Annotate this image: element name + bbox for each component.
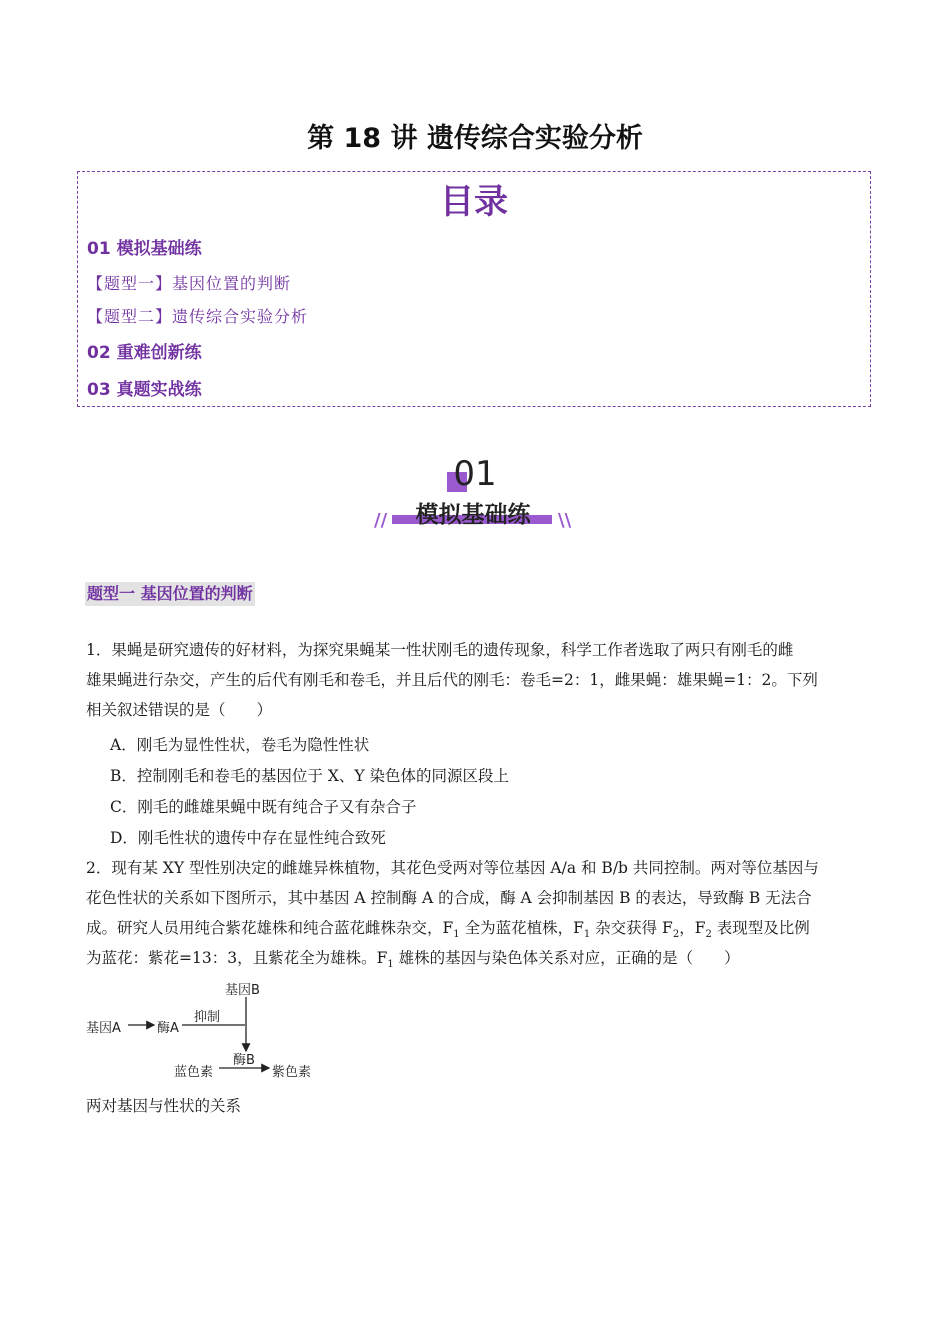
q1-option-d[interactable]: D．刚毛性状的遗传中存在显性纯合致死 <box>110 829 386 847</box>
right-slash-mark: \\ <box>558 510 572 531</box>
q1-option-c[interactable]: C．刚毛的雌雄果蝇中既有纯合子又有杂合子 <box>110 798 417 816</box>
table-of-contents <box>77 171 871 407</box>
diagram-caption: 两对基因与性状的关系 <box>86 1097 242 1115</box>
section-number: 01 <box>453 454 497 494</box>
toc-item-section-2[interactable]: 02 重难创新练 <box>87 343 202 363</box>
q2-line-1: 2．现有某 XY 型性别决定的雌雄异株植物，其花色受两对等位基因 A/a 和 B/b 共同控制。两对等位基因与 <box>86 859 819 877</box>
page-title: 第 18 讲 遗传综合实验分析 <box>307 123 643 154</box>
q2-line-3: 成。研究人员用纯合紫花雄株和纯合蓝花雌株杂交，$F_1$ 全为蓝花植株，$F_1$ 杂交获得 $F_2$，$F_2$ 表现型及比例 <box>86 919 810 941</box>
label-purple-pigment: 紫色素 <box>272 1065 312 1080</box>
label-enzyme-b: 酶B <box>233 1053 255 1068</box>
q2-line-4: 为蓝花：紫花=13：3，且紫花全为雄株。$F_1$ 雄株的基因与染色体关系对应，正确的是（ ） <box>86 949 740 971</box>
label-blue-pigment: 蓝色素 <box>174 1065 214 1080</box>
left-slash-mark: // <box>374 510 388 531</box>
label-enzyme-a: 酶A <box>157 1021 179 1036</box>
toc-item-section-3[interactable]: 03 真题实战练 <box>87 380 202 400</box>
gene-relationship-diagram <box>86 976 346 1086</box>
label-gene-b: 基因B <box>225 983 260 998</box>
toc-heading: 目录 <box>440 182 508 222</box>
toc-item-topic-1[interactable]: 【题型一】基因位置的判断 <box>87 274 292 293</box>
q2-line-2: 花色性状的关系如下图所示，其中基因 A 控制酶 A 的合成，酶 A 会抑制基因 B 的表达，导致酶 B 无法合 <box>86 889 812 907</box>
section-header <box>370 452 580 536</box>
label-gene-a: 基因A <box>86 1021 121 1036</box>
q1-option-a[interactable]: A．刚毛为显性性状，卷毛为隐性性状 <box>110 736 370 754</box>
toc-item-topic-2[interactable]: 【题型二】遗传综合实验分析 <box>87 307 309 326</box>
q1-line-3: 相关叙述错误的是（ ） <box>86 701 273 719</box>
toc-item-section-1[interactable]: 01 模拟基础练 <box>87 239 202 259</box>
q1-line-1: 1．果蝇是研究遗传的好材料，为探究果蝇某一性状刚毛的遗传现象，科学工作者选取了两只有刚毛的雌 <box>86 641 794 659</box>
section-label: 模拟基础练 <box>415 502 531 528</box>
q1-option-b[interactable]: B．控制刚毛和卷毛的基因位于 X、Y 染色体的同源区段上 <box>110 767 510 785</box>
label-inhibit: 抑制 <box>194 1010 221 1025</box>
q1-line-2: 雄果蝇进行杂交，产生的后代有刚毛和卷毛，并且后代的刚毛：卷毛=2：1，雌果蝇：雄果蝇=1：2。下列 <box>86 671 818 689</box>
topic-heading: 题型一 基因位置的判断 <box>85 582 255 606</box>
